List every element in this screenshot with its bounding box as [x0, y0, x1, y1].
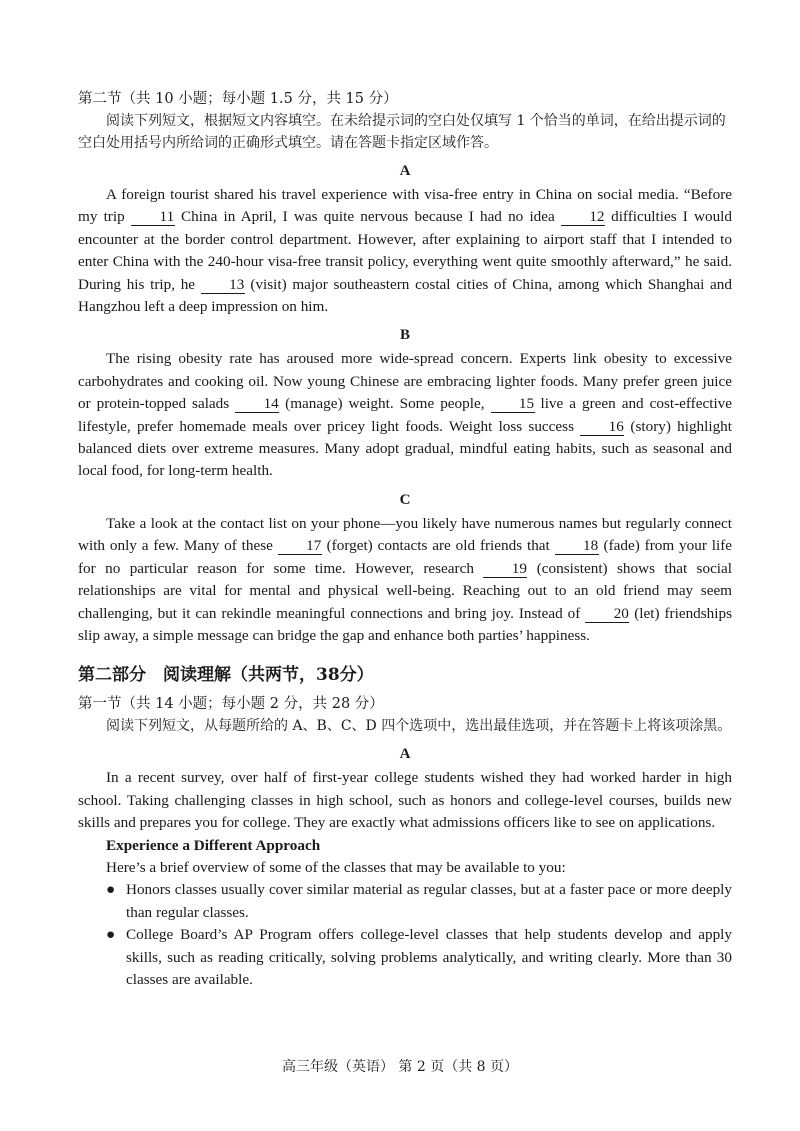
passage-a-text: A foreign tourist shared his travel experience with visa-free entry in China on social media. “Before my trip 11 China in April, I was quite nervous because I had no idea 12 difficulties I would encounter at the border control department. However, after explaining to airport staff that I intended to enter China with the 240-hour visa-free transit policy, everything went quite smoothly afterward,” he said. During his trip, he 13 (visit) major southeastern costal cities of China, among which Shanghai and Hangzhou left a deep impression on him. — [78, 186, 732, 316]
list-item: ● College Board’s AP Program offers college-level classes that help students develop and apply skills, such as reading critically, solving problems analytically, and writing clearly. More than 30 classes are available. — [106, 926, 732, 988]
blank-11: 11 — [131, 209, 175, 226]
part-two-instructions: 阅读下列短文，从每题所给的 A、B、C、D 四个选项中，选出最佳选项，并在答题卡上将该项涂黑。 — [106, 718, 732, 735]
part-two-section-header: 第一节（共 14 小题；每小题 2 分，共 28 分） — [78, 696, 384, 713]
reading-a-subheading: Experience a Different Approach — [106, 836, 321, 854]
blank-14: 14 — [235, 396, 279, 413]
passage-b-text: The rising obesity rate has aroused more wide-spread concern. Experts link obesity to excessive carbohydrates and cooking oil. Now young Chinese are embracing lighter foods. Many prefer green juice or protein-topped salads 14 (manage) weight. Some people, 15 live a green and cost-effective lifestyle, prefer homemade meals over pricey light foods. Weight loss success 16 (story) highlight balanced diets over extreme measures. Many adopt gradual, mindful eating habits, such as seasonal and local food, for long-term health. — [78, 350, 732, 480]
passage-label-b: B — [399, 327, 410, 344]
blank-20: 20 — [585, 606, 629, 623]
reading-a-paragraph: In a recent survey, over half of first-year college students wished they had worked harder in high school. Taking challenging classes in high school, such as honors and college-level courses, builds new skills and prepares you for college. They are exactly what admissions officers like to see on applications. — [78, 769, 732, 832]
blank-15: 15 — [491, 396, 535, 413]
section-instructions: 阅读下列短文，根据短文内容填空。在未给提示词的空白处仅填写 1 个恰当的单词，在给出提示词的空白处用括号内所给词的正确形式填空。请在答题卡指定区域作答。 — [78, 113, 726, 151]
blank-13: 13 — [201, 277, 245, 294]
bullet-icon: ● — [106, 881, 116, 899]
section-header: 第二节（共 10 小题；每小题 1.5 分，共 15 分） — [78, 91, 398, 107]
reading-a-intro: Here’s a brief overview of some of the classes that may be available to you: — [106, 858, 566, 876]
reading-label-a: A — [399, 746, 411, 763]
page-content — [78, 88, 732, 991]
passage-c-text: Take a look at the contact list on your phone—you likely have numerous names but regularly connect with only a few. Many of these 17 (forget) contacts are old friends that 18 (fade) from your life for no particular reason for some time. However, research 19 (consistent) shows that social relationships are vital for mental and physical well-being. Reaching out to an old friend may seem challenging, but it can rekindle meaningful connections and bring joy. Instead of 20 (let) friendships slip away, a simple message can bridge the gap and enhance both parties’ happiness. — [78, 514, 732, 644]
blank-19: 19 — [483, 561, 527, 578]
passage-label-c: C — [399, 491, 411, 508]
part-two-header: 第二部分 阅读理解（共两节，38分） — [78, 665, 374, 686]
passage-label-a: A — [399, 163, 411, 179]
bullet-icon: ● — [106, 926, 116, 944]
page-footer: 高三年级（英语） 第 2 页（共 8 页） — [281, 1059, 519, 1075]
list-item: ● Honors classes usually cover similar material as regular classes, but at a faster pace or more deeply than regular classes. — [106, 881, 732, 921]
blank-18: 18 — [555, 538, 599, 555]
class-list — [78, 879, 732, 991]
blank-12: 12 — [561, 209, 605, 226]
blank-17: 17 — [278, 538, 322, 555]
blank-16: 16 — [580, 419, 624, 436]
